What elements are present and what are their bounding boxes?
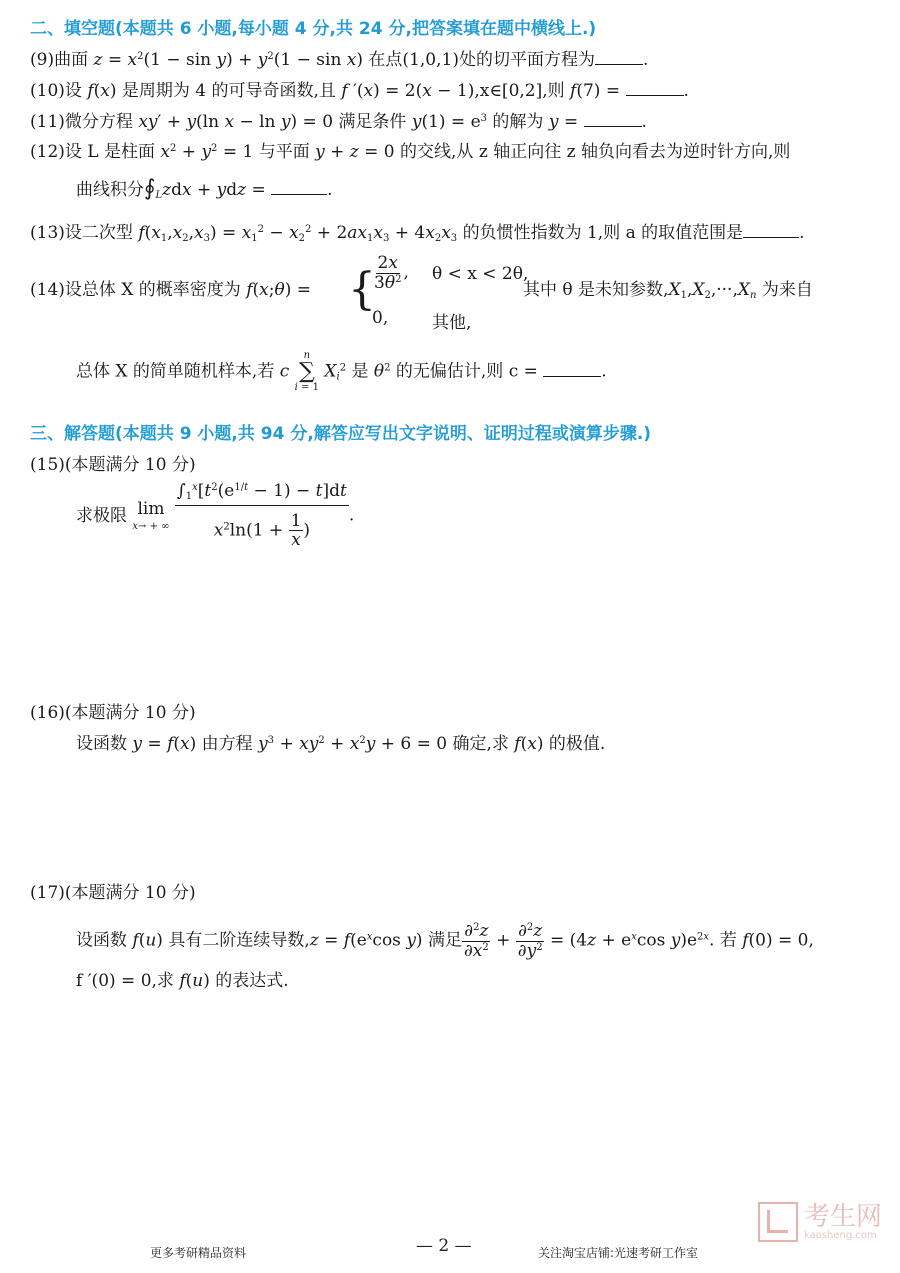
watermark bbox=[758, 1202, 882, 1242]
question-14-line2: 总体 X 的简单随机样本,若 c n ∑ i = 1 $X_i^2$ 是 $\theta^2$ 的无偏估计,则 c = . bbox=[76, 350, 607, 393]
section2-title: 二、填空题(本题共 6 小题,每小题 4 分,共 24 分,把答案填在题中横线上.) bbox=[30, 19, 597, 39]
piecewise-case1-cond: θ < x < 2θ, bbox=[432, 264, 529, 284]
answer-blank-13[interactable] bbox=[743, 221, 799, 238]
question-16-head: (16)(本题满分 10 分) bbox=[30, 703, 196, 723]
answer-blank-10[interactable] bbox=[626, 79, 684, 96]
question-11: (11)微分方程 xy′ + y(ln x − ln y) = 0 满足条件 $y(1) = e^3$ 的解为 y = . bbox=[30, 112, 647, 132]
piecewise-brace: { bbox=[348, 264, 376, 315]
question-16-body: 设函数 y = f(x) 由方程 $y^3 + xy^2 + x^2y + 6 = 0$ 确定,求 f(x) 的极值. bbox=[76, 734, 606, 754]
piecewise-case1: $\frac{2x}{3\theta^2}$ , bbox=[374, 253, 409, 293]
footer-right: 关注淘宝店铺:光速考研工作室 bbox=[538, 1246, 699, 1260]
question-17-head: (17)(本题满分 10 分) bbox=[30, 883, 196, 903]
question-17-line2: f ′(0) = 0,求 f(u) 的表达式. bbox=[76, 971, 289, 991]
piecewise-case2-cond: 其他, bbox=[432, 313, 472, 333]
question-15-head: (15)(本题满分 10 分) bbox=[30, 455, 196, 475]
answer-blank-9[interactable] bbox=[595, 48, 643, 65]
answer-blank-12[interactable] bbox=[271, 178, 327, 195]
question-14-cont: 其中 θ 是未知参数$,X_1,X_2,\cdot\cdot\cdot,X_n$ 为来自 bbox=[523, 280, 813, 301]
watermark-url: kaosheng.com bbox=[803, 1229, 877, 1241]
watermark-text: 考生网 bbox=[803, 1201, 882, 1232]
page-number: — 2 — bbox=[416, 1236, 472, 1256]
answer-blank-14[interactable] bbox=[543, 360, 601, 377]
question-12: (12)设 L 是柱面 $x^2 + y^2 = 1$ 与平面 y + z = 0 的交线,从 z 轴正向往 z 轴负向看去为逆时针方向,则 bbox=[30, 142, 791, 162]
question-10: (10)设 f(x) 是周期为 4 的可导奇函数,且 f ′(x) = 2(x − 1),x∈[0,2],则 f(7) = . bbox=[30, 81, 689, 101]
watermark-logo-icon bbox=[758, 1202, 798, 1242]
piecewise-case2: 0, bbox=[372, 308, 389, 328]
footer-left: 更多考研精品资料 bbox=[150, 1246, 247, 1260]
question-9: (9)曲面 $z = x^2(1 - \sin y) + y^2(1 - \sin x)$ 在点(1,0,1)处的切平面方程为 . bbox=[30, 50, 649, 70]
answer-blank-11[interactable] bbox=[584, 110, 642, 127]
section3-title: 三、解答题(本题共 9 小题,共 94 分,解答应写出文字说明、证明过程或演算步骤.) bbox=[30, 424, 652, 444]
q9-formula: $z = x^2(1 - \sin y) + y^2(1 - \sin x)$ bbox=[93, 50, 364, 70]
question-15-body: 求极限 lim x→ + ∞ $\int_1^x[t^2(e^{1/t} - 1) - t]dt$ $x^2\ln(1$ + $\frac{1}{x}$ ) . bbox=[76, 481, 355, 551]
question-13: (13)设二次型 $f(x_1,x_2,x_3) = x_1^2 - x_2^2 + 2ax_1x_3 + 4x_2x_3$ 的负惯性指数为 1,则 a 的取值范围是 . bbox=[30, 223, 805, 244]
question-17-body: 设函数 f(u) 具有二阶连续导数$,z = f(e^x\cos$ y) 满足 $\frac{\partial^2z}{\partial x^2}$ + $\frac{\partial^2z}{\partial y^2}$ = ($4z + e^x\cos$ $y)e^{2x}$. 若 f(0) = 0, bbox=[76, 921, 814, 961]
question-12-integral: 曲线积分$∮_Lzdx$ + ydz = . bbox=[76, 176, 333, 201]
question-14: (14)设总体 X 的概率密度为 f(x;θ) = bbox=[30, 280, 312, 300]
